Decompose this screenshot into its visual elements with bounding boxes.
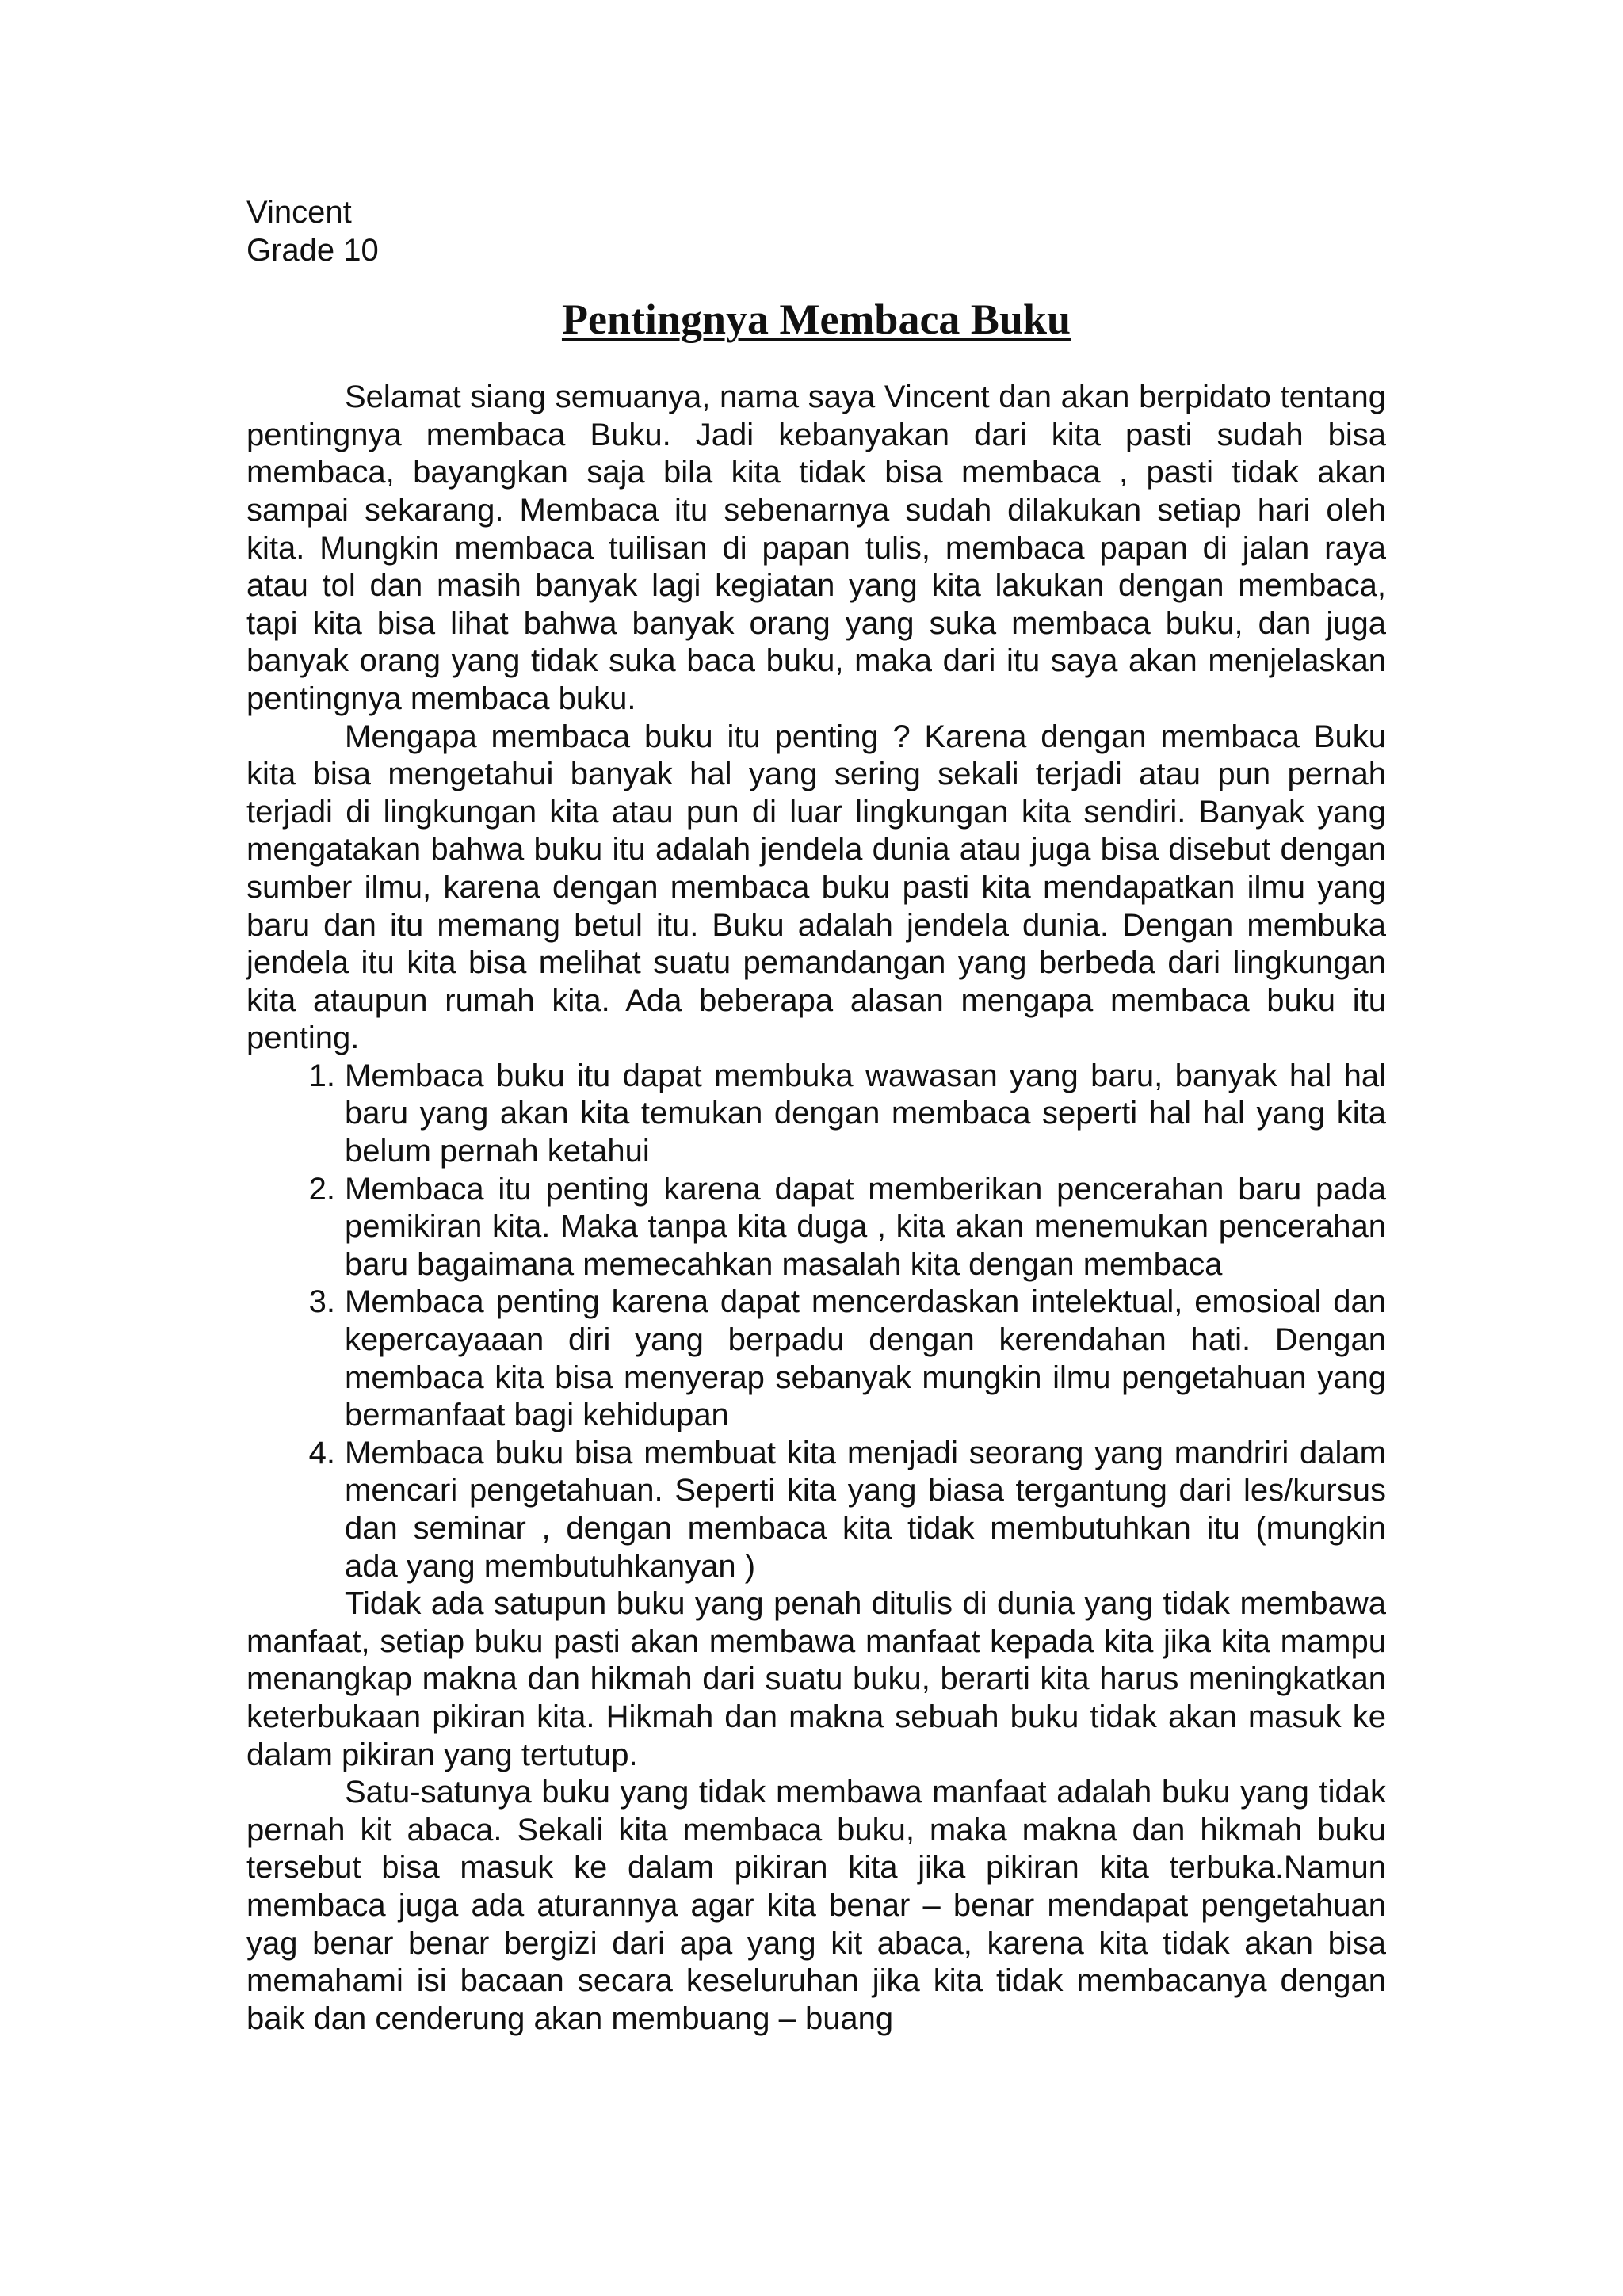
author-grade: Grade 10 — [246, 232, 379, 268]
list-number: 2. — [308, 1171, 335, 1207]
document-page — [246, 194, 1386, 2038]
list-item — [246, 1435, 1386, 1585]
list-item — [246, 1058, 1386, 1171]
list-number: 3. — [308, 1284, 335, 1320]
list-item-text: Membaca buku itu dapat membuka wawasan yang baru, banyak hal hal baru yang akan kita temukan dengan membaca seperti hal hal yang kita belum pernah ketahui — [345, 1058, 1386, 1169]
paragraph-why-reading: Mengapa membaca buku itu penting ? Karena dengan membaca Buku kita bisa mengetahui banyak hal yang sering sekali terjadi atau pun pernah terjadi di lingkungan kita atau pun di luar lingkungan kita sendiri. Banyak yang mengatakan bahwa buku itu adalah jendela dunia atau juga bisa disebut dengan sumber ilmu, karena dengan membaca buku pasti kita mendapatkan ilmu yang baru dan itu memang betul itu. Buku adalah jendela dunia. Dengan membuka jendela itu kita bisa melihat suatu pemandangan yang berbeda dari lingkungan kita ataupun rumah kita. Ada beberapa alasan mengapa membaca buku itu penting. — [246, 719, 1386, 1056]
paragraph-every-book: Tidak ada satupun buku yang penah ditulis di dunia yang tidak membawa manfaat, setiap buku pasti akan membawa manfaat kepada kita jika kita mampu menangkap makna dan hikmah dari suatu buku, berarti kita harus meningkatkan keterbukaan pikiran kita. Hikmah dan makna sebuah buku tidak akan masuk ke dalam pikiran yang tertutup. — [246, 1586, 1386, 1772]
list-item-text: Membaca buku bisa membuat kita menjadi seorang yang mandriri dalam mencari pengetahuan. Seperti kita yang biasa tergantung dari les/kursus dan seminar , dengan membaca kita tidak membutuhkan itu (mungkin ada yang membutuhkanyan ) — [345, 1435, 1386, 1584]
reasons-list — [246, 1058, 1386, 1585]
list-number: 1. — [308, 1058, 335, 1093]
list-item-text: Membaca itu penting karena dapat memberikan pencerahan baru pada pemikiran kita. Maka tanpa kita duga , kita akan menemukan pencerahan baru bagaimana memecahkan masalah kita dengan membaca — [345, 1171, 1386, 1282]
list-number: 4. — [308, 1435, 335, 1470]
paragraph-only-book: Satu-satunya buku yang tidak membawa manfaat adalah buku yang tidak pernah kit abaca. Sekali kita membaca buku, maka makna dan hikmah buku tersebut bisa masuk ke dalam pikiran kita jika pikiran kita terbuka.Namun membaca juga ada aturannya agar kita benar – benar mendapat pengetahuan yag benar benar bergizi dari apa yang kit abaca, karena kita tidak akan bisa memahami isi bacaan secara keseluruhan jika kita tidak membacanya dengan baik dan cenderung akan membuang – buang — [246, 1775, 1386, 2036]
paragraph-intro: Selamat siang semuanya, nama saya Vincent dan akan berpidato tentang pentingnya membaca Buku. Jadi kebanyakan dari kita pasti sudah bisa membaca, bayangkan saja bila kita tidak bisa membaca , pasti tidak akan sampai sekarang. Membaca itu sebenarnya sudah dilakukan setiap hari oleh kita. Mungkin membaca tuilisan di papan tulis, membaca papan di jalan raya atau tol dan masih banyak lagi kegiatan yang kita lakukan dengan membaca, tapi kita bisa lihat bahwa banyak orang yang suka membaca buku, dan juga banyak orang yang tidak suka baca buku, maka dari itu saya akan menjelaskan pentingnya membaca buku. — [246, 379, 1386, 716]
list-item — [246, 1171, 1386, 1284]
list-item-text: Membaca penting karena dapat mencerdaskan intelektual, emosioal dan kepercayaaan diri yang berpadu dengan kerendahan hati. Dengan membaca kita bisa menyerap sebanyak mungkin ilmu pengetahuan yang bermanfaat bagi kehidupan — [345, 1284, 1386, 1433]
author-name: Vincent — [246, 195, 352, 230]
list-item — [246, 1283, 1386, 1434]
document-title: Pentingnya Membaca Buku — [561, 296, 1071, 344]
